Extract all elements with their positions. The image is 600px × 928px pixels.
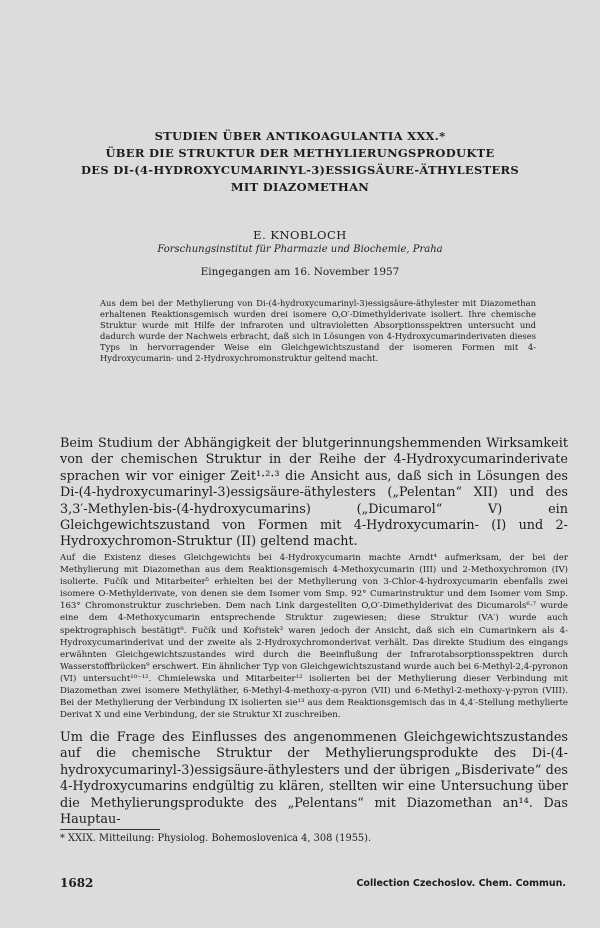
page-number: 1682 (60, 876, 94, 890)
author-name: E. KNOBLOCH (253, 228, 347, 242)
body-paragraph-smallprint: Auf die Existenz dieses Gleichgewichts bei 4-Hydroxycumarin machte Arndt⁴ aufmerksam, der bei der Methylierung mit Diazomethan aus dem Reaktionsgemisch 4-Methoxycumarin (III) und 2-Methoxychromon (IV) isolierte. Fučík und Mitarbeiter⁵ erhielten bei der Methylierung von 3-Chlor-4-hydroxycumarin ebenfalls zwei isomere O-Methylderivate, von denen sie dem Isomer vom Smp. 92° Cumarinstruktur und dem Isomer vom Smp. 163° Chromonstruktur zuschrieben. Dem nach Link dargestellten O,O′-Dimethylderivat des Dicumarols⁶·⁷ wurde eine dem 4-Methoxycumarin entsprechende Struktur zugewiesen; diese Struktur (VA′) wurde auch spektrographisch bestätigt⁸. Fučík und Kořistek³ waren jedoch der Ansicht, daß sich ein Cumarinkern als 4-Hydroxycumarinderivat und der zweite als 2-Hydroxychromonderivat verhält. Das direkte Studium des eingangs erwähnten Gleichgewichtszustandes wird durch die Beeinflußung der Infrarotabsorptionsspektren durch Wasserstoffbrücken⁹ erschwert. Ein ähnlicher Typ von Gleichgewichtszustand wurde auch bei 6-Methyl-2,4-pyronon (VI) untersucht¹⁰⁻¹². Chmielewska und Mitarbeiter¹² isolierten bei der Methylierung dieser Verbindung mit Diazomethan zwei isomere Methyläther, 6-Methyl-4-methoxy-α-pyron (VII) und 6-Methyl-2-methoxy-γ-pyron (VIII). Bei der Methylierung der Verbindung IX isolierten sie¹³ aus dem Reaktionsgemisch das in 4,4′-Stellung methylierte Derivat X und eine Verbindung, der sie Struktur XI zuschreiben. (60, 553, 568, 721)
abstract: Aus dem bei der Methylierung von Di-(4-hydroxycumarinyl-3)essigsäure-äthylester mit Diazomethan erhaltenen Reaktionsgemisch wurden drei isomere O,O′-Dimethylderivate isoliert. Ihre chemische Struktur wurde mit Hilfe der infraroten und ultravioletten Absorptionsspektren untersucht und dadurch wurde der Nachweis erbracht, daß sich in Lösungen von 4-Hydroxycumarinderivaten dieses Typs in hervorragender Weise ein Gleichgewichtszustand der isomeren Formen mit 4-Hydroxycumarin- und 2-Hydroxychromonstruktur geltend macht. (100, 298, 536, 363)
journal-name: Collection Czechoslov. Chem. Commun. (356, 878, 566, 889)
body-paragraph-continuation: Um die Frage des Einflusses des angenommenen Gleichgewichtszustandes auf die chemische Struktur der Methylierungsprodukte des Di-(4-hydroxycumarinyl-3)essigsäure-äthylesters und der übrigen „Bisderivate“ des 4-Hydroxycumarins endgültig zu klären, stellten wir eine Untersuchung über die Methylierungsprodukte des „Pelentans“ mit Diazomethan an¹⁴. Das Hauptau- (60, 730, 568, 828)
title-line-3: DES DI-(4-HYDROXYCUMARINYL-3)ESSIGSÄURE-ÄTHYLESTERS (81, 163, 519, 177)
received-date: Eingegangen am 16. November 1957 (200, 266, 400, 278)
title-line-1: STUDIEN ÜBER ANTIKOAGULANTIA XXX.* (154, 129, 446, 143)
footnote-divider (60, 829, 160, 830)
article-title (40, 128, 560, 196)
title-line-2: ÜBER DIE STRUKTUR DER METHYLIERUNGSPRODUKTE (105, 146, 495, 160)
title-line-4: MIT DIAZOMETHAN (230, 180, 370, 194)
footnote: * XXIX. Mitteilung: Physiolog. Bohemoslovenica 4, 308 (1955). (60, 833, 372, 844)
body-paragraph-intro: Beim Studium der Abhängigkeit der blutgerinnungshemmenden Wirksamkeit von der chemischen Struktur in der Reihe der 4-Hydroxycumarinderivate sprachen wir vor einiger Zeit¹·²·³ die Ansicht aus, daß sich in Lösungen des Di-(4-hydroxycumarinyl-3)essigsäure-äthylesters („Pelentan“ XII) und des 3,3′-Methylen-bis-(4-hydroxycumarins) („Dicumarol“ V) ein Gleichgewichtszustand von Formen mit 4-Hydroxycumarin- (I) und 2-Hydroxychromon-Struktur (II) geltend macht. (60, 436, 568, 550)
author-affiliation: Forschungsinstitut für Pharmazie und Biochemie, Praha (157, 244, 443, 255)
